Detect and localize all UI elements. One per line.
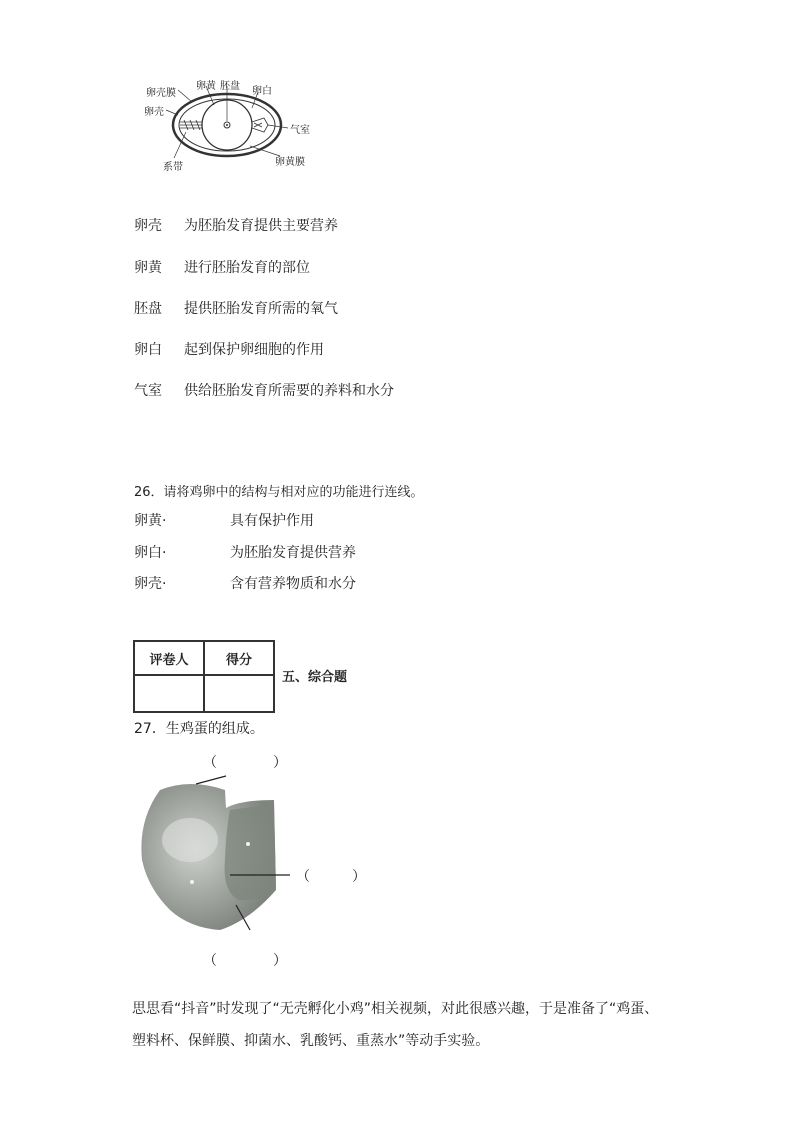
paragraph-line-1: 思思看“抖音”时发现了“无壳孵化小鸡”相关视频，对此很感兴趣，于是准备了“鸡蛋、	[132, 1001, 659, 1017]
structure-label: 卵壳·	[134, 576, 167, 592]
score-header: 得分	[204, 641, 274, 675]
blank-bottom: （ ）	[203, 953, 287, 969]
label-albumen: 卵白	[252, 86, 272, 97]
blank-right: （ ）	[296, 869, 366, 885]
grader-header: 评卷人	[134, 641, 204, 675]
label-yolk: 卵黄	[196, 81, 216, 92]
chalaza-left	[180, 120, 202, 130]
structure-label: 卵黄	[134, 260, 162, 276]
function-label: 为胚胎发育提供主要营养	[184, 218, 338, 234]
leader-line-bottom	[236, 905, 250, 930]
function-label: 起到保护卵细胞的作用	[184, 342, 324, 358]
function-label: 为胚胎发育提供营养	[230, 545, 356, 561]
blank-top: （ ）	[203, 755, 287, 771]
label-germinal-disc: 胚盘	[220, 81, 240, 92]
structure-label: 卵黄·	[134, 513, 167, 529]
label-shell-membrane: 卵壳膜	[146, 88, 176, 99]
structure-label: 卵白·	[134, 545, 167, 561]
air-cell-mark	[252, 118, 268, 132]
structure-label: 卵壳	[134, 218, 162, 234]
section-title: 五、综合题	[282, 670, 348, 685]
score-cell	[204, 675, 274, 712]
label-chalaza: 系带	[163, 162, 183, 173]
label-yolk-membrane: 卵黄膜	[275, 157, 305, 168]
function-label: 具有保护作用	[230, 513, 314, 529]
structure-label: 气室	[134, 383, 162, 399]
function-label: 含有营养物质和水分	[230, 576, 356, 592]
grader-cell	[134, 675, 204, 712]
paragraph-line-2: 塑料杯、保鲜膜、抑菌水、乳酸钙、重蒸水”等动手实验。	[132, 1033, 490, 1049]
question-26-title: 26．请将鸡卵中的结构与相对应的功能进行连线。	[134, 485, 424, 500]
label-shell: 卵壳	[144, 107, 164, 118]
egg-leader-lines	[130, 760, 300, 940]
function-label: 供给胚胎发育所需要的养料和水分	[184, 383, 394, 399]
function-label: 提供胚胎发育所需的氧气	[184, 301, 338, 317]
score-table	[133, 640, 275, 713]
structure-label: 卵白	[134, 342, 162, 358]
function-label: 进行胚胎发育的部位	[184, 260, 310, 276]
question-27-title: 27．生鸡蛋的组成。	[134, 721, 264, 737]
structure-label: 胚盘	[134, 301, 162, 317]
label-air-cell: 气室	[290, 125, 310, 136]
leader-line-top	[196, 776, 226, 784]
